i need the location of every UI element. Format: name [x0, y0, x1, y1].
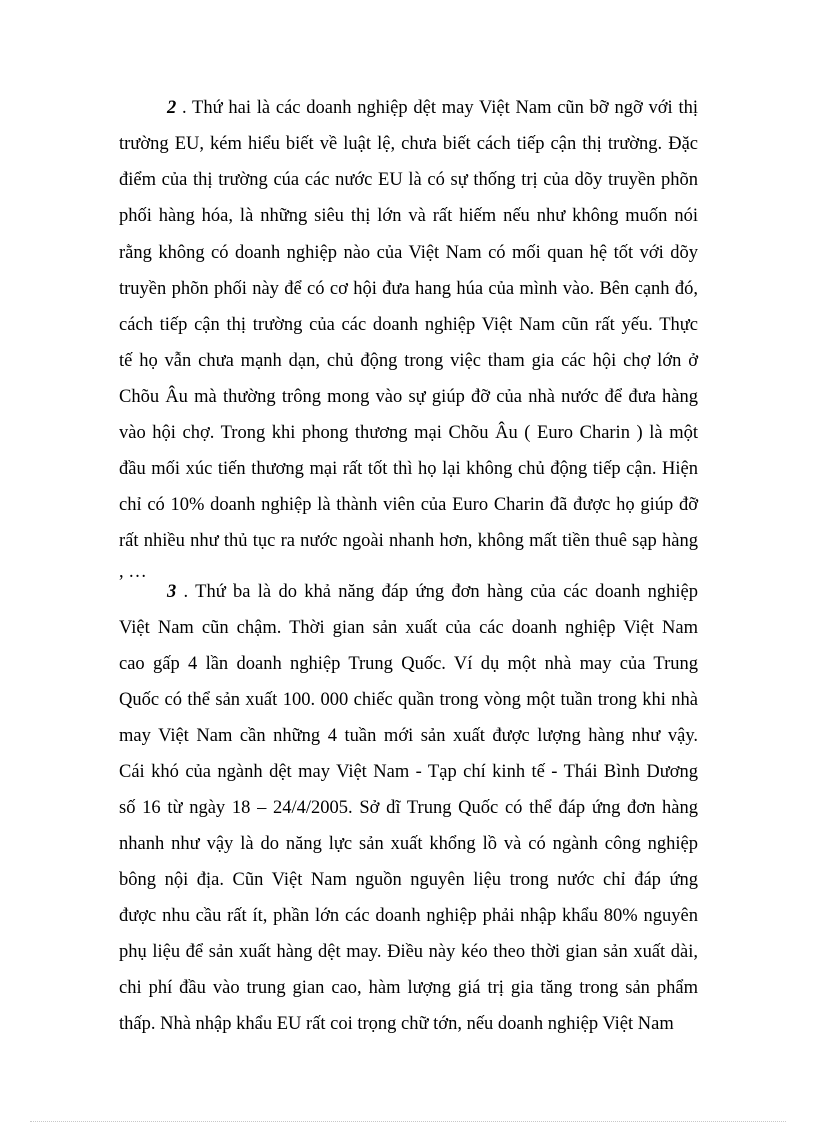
- text-line: số 16 từ ngày 18 – 24/4/2005. Sở dĩ Trung Quốc có thể đáp ứng đơn hàng: [119, 798, 698, 818]
- text-line: Chõu Âu mà thường trông mong vào sự giúp đỡ của nhà nước để đưa hàng: [119, 387, 698, 407]
- text-line: điểm của thị trường cúa các nước EU là có sự thống trị của dõy truyền phõn: [119, 170, 698, 190]
- line-text: . Thứ hai là các doanh nghiệp dệt may Việt Nam cũn bỡ ngỡ với thị: [176, 98, 698, 118]
- text-line: chỉ có 10% doanh nghiệp là thành viên của Euro Charin đã được họ giúp đỡ: [119, 495, 698, 515]
- line-text: . Thứ ba là do khả năng đáp ứng đơn hàng của các doanh nghiệp: [176, 582, 698, 602]
- text-line: vào hội chợ. Trong khi phong thương mại Chõu Âu ( Euro Charin ) là một: [119, 423, 698, 443]
- text-line: phối hàng hóa, là những siêu thị lớn và rất hiếm nếu như không muốn nói: [119, 206, 698, 226]
- text-line: truyền phõn phối này để có cơ hội đưa hang húa của mình vào. Bên cạnh đó,: [119, 279, 698, 299]
- text-line: trường EU, kém hiểu biết về luật lệ, chưa biết cách tiếp cận thị trường. Đặc: [119, 134, 698, 154]
- text-line: [119, 96, 698, 120]
- text-line: được nhu cầu rất ít, phần lớn các doanh nghiệp phải nhập khẩu 80% nguyên: [119, 906, 698, 926]
- text-line: Việt Nam cũn chậm. Thời gian sản xuất của các doanh nghiệp Việt Nam: [119, 618, 698, 638]
- text-line: chi phí đầu vào trung gian cao, hàm lượng giá trị gia tăng trong sản phẩm: [119, 978, 698, 998]
- text-line: Quốc có thể sản xuất 100. 000 chiếc quần trong vòng một tuần trong khi nhà: [119, 690, 698, 710]
- page-bottom-rule: [30, 1121, 786, 1122]
- text-line: Cái khó của ngành dệt may Việt Nam - Tạp chí kinh tế - Thái Bình Dương: [119, 762, 698, 782]
- text-line: đầu mối xúc tiến thương mại rất tốt thì họ lại không chủ động tiếp cận. Hiện: [119, 459, 698, 479]
- text-line: cách tiếp cận thị trường của các doanh nghiệp Việt Nam cũn rất yếu. Thực: [119, 315, 698, 335]
- text-line: may Việt Nam cần những 4 tuần mới sản xuất được lượng hàng như vậy.: [119, 726, 698, 746]
- text-line: [119, 580, 698, 604]
- paragraph-number: 3: [167, 582, 177, 602]
- text-line: thấp. Nhà nhập khẩu EU rất coi trọng chữ tớn, nếu doanh nghiệp Việt Nam: [119, 1014, 674, 1034]
- text-line: rằng không có doanh nghiệp nào của Việt Nam có mối quan hệ tốt với dõy: [119, 243, 698, 263]
- text-line: rất nhiều như thủ tục ra nước ngoài nhanh hơn, không mất tiền thuê sạp hàng: [119, 531, 698, 551]
- text-line: , …: [119, 562, 147, 582]
- paragraph-number: 2: [167, 98, 177, 118]
- text-line: phụ liệu để sản xuất hàng dệt may. Điều này kéo theo thời gian sản xuất dài,: [119, 942, 698, 962]
- text-line: nhanh như vậy là do năng lực sản xuất khổng lồ và có ngành công nghiệp: [119, 834, 698, 854]
- text-line: bông nội địa. Cũn Việt Nam nguồn nguyên liệu trong nước chỉ đáp ứng: [119, 870, 698, 890]
- text-line: cao gấp 4 lần doanh nghiệp Trung Quốc. Ví dụ một nhà may của Trung: [119, 654, 698, 674]
- text-line: tế họ vẫn chưa mạnh dạn, chủ động trong việc tham gia các hội chợ lớn ở: [119, 351, 698, 371]
